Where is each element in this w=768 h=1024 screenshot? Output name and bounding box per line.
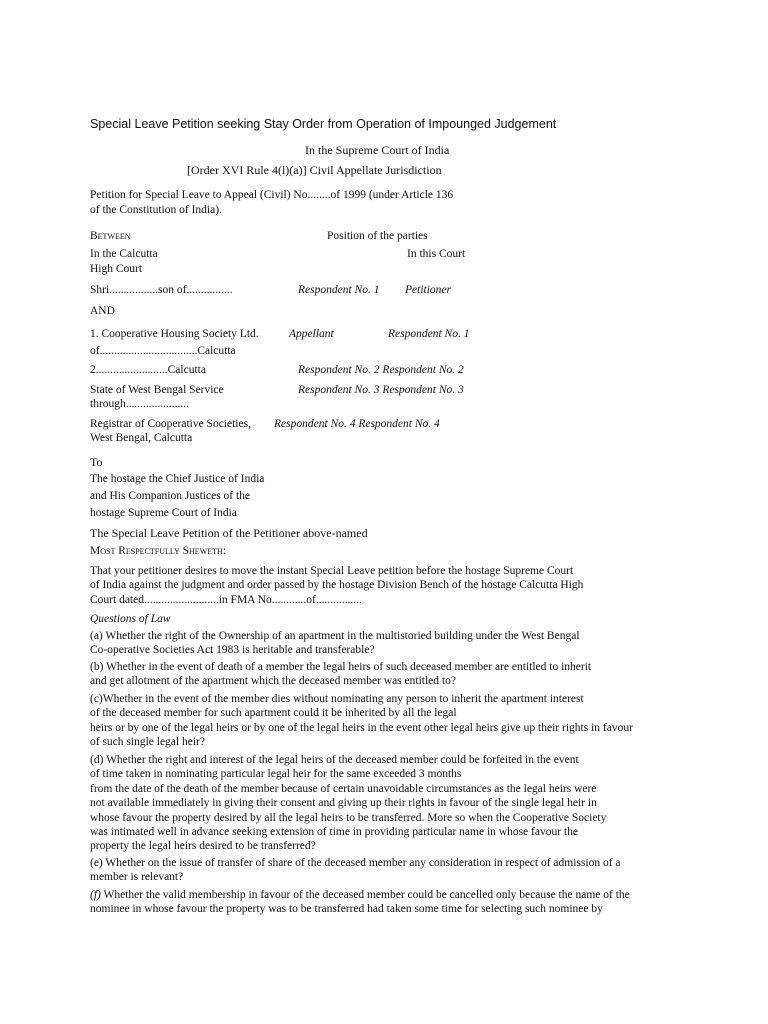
questions-heading: Questions of Law xyxy=(90,613,171,625)
intro-line: Court dated..........................in FMA No............of................ xyxy=(90,593,362,606)
petition-line-2: of the Constitution of India). xyxy=(90,204,222,216)
between-label: Between xyxy=(90,230,131,242)
petition-line-1: Petition for Special Leave to Appeal (Civil) No........of 1999 (under Article 136 xyxy=(90,189,454,201)
party-4-position: Respondent No. 4 Respondent No. 4 xyxy=(274,418,440,430)
addressee-line-1: The hostage the Chief Justice of India xyxy=(90,473,265,485)
question-line: nominee in whose favour the property was to be transferred had taken some time for selecting such nominee by xyxy=(90,903,603,916)
to-label: To xyxy=(90,455,103,469)
addressee-line-2: and His Companion Justices of the xyxy=(90,490,251,502)
position-header: Position of the parties xyxy=(327,230,428,242)
question-line: not available immediately in giving their consent and giving up their rights in favour of the single legal heir in xyxy=(90,797,597,810)
intro-line: of India against the judgment and order passed by the hostage Division Bench of the hostage Calcutta High xyxy=(90,579,584,592)
court-name: In the Supreme Court of India xyxy=(305,143,450,157)
question-b xyxy=(90,660,677,689)
question-line: (b) Whether in the event of death of a member the legal heirs of such deceased member are entitled to inherit xyxy=(90,661,592,673)
question-c xyxy=(90,692,677,750)
party-4-address: West Bengal, Calcutta xyxy=(90,432,193,444)
question-line: of the deceased member for such apartment could it be inherited by all the legal xyxy=(90,707,457,720)
question-line: of time taken in nominating particular legal heir for the same exceeded 3 months xyxy=(90,768,462,781)
in-this-court-label: In this Court xyxy=(407,248,466,260)
jurisdiction-line: [Order XVI Rule 4(l)(a)] Civil Appellate Jurisdiction xyxy=(187,163,442,177)
party-shri-position-1: Respondent No. 1 xyxy=(298,284,380,296)
question-line: heirs or by one of the legal heirs or by one of the legal heirs in the event other legal heirs give up their rights in favour xyxy=(90,721,633,734)
question-line: (d) Whether the right and interest of the legal heirs of the deceased member could be forfeited in the event xyxy=(90,754,579,766)
question-a xyxy=(90,629,677,658)
party-2-name: 2.........................Calcutta xyxy=(90,364,206,376)
party-1-position-1: Appellant xyxy=(289,328,334,340)
high-court-label: High Court xyxy=(90,263,143,275)
party-3-position: Respondent No. 3 Respondent No. 3 xyxy=(298,384,464,396)
question-line: Whether the valid membership in favour of the deceased member could be cancelled only because the name of the xyxy=(100,889,630,901)
question-e xyxy=(90,856,677,885)
intro-paragraph xyxy=(90,564,677,607)
party-3-name: State of West Bengal Service xyxy=(90,384,224,396)
question-line: member is relevant? xyxy=(90,871,184,884)
question-line: property the legal heirs desired to be transferred? xyxy=(90,840,316,853)
addressee-line-3: hostage Supreme Court of India xyxy=(90,507,237,519)
party-2-position: Respondent No. 2 Respondent No. 2 xyxy=(298,364,464,376)
question-line: and get allotment of the apartment which the deceased member was entitled to? xyxy=(90,675,456,688)
party-shri: Shri.................son of................ xyxy=(90,284,233,296)
question-f xyxy=(90,888,677,917)
party-1-address: of..................................Calcutta xyxy=(90,345,236,357)
question-line: (c)Whether in the event of the member dies without nominating any person to inherit the apartment interest xyxy=(90,693,584,705)
question-line: whose favour the property desired by all the legal heirs to be transferred. More so when the Cooperative Society xyxy=(90,811,607,824)
question-line: (e) Whether on the issue of transfer of share of the deceased member any consideration in respect of admission of a xyxy=(90,857,621,869)
intro-line: That your petitioner desires to move the instant Special Leave petition before the hostage Supreme Court xyxy=(90,565,574,577)
party-4-name: Registrar of Cooperative Societies, xyxy=(90,418,251,430)
party-1-name: 1. Cooperative Housing Society Ltd. xyxy=(90,328,259,340)
question-line: (a) Whether the right of the Ownership of an apartment in the multistoried building under the West Bengal xyxy=(90,630,580,642)
question-line: was intimated well in advance seeking extension of time in providing particular name in whose favour the xyxy=(90,826,578,839)
question-line: from the date of the death of the member because of certain unavoidable circumstances as the legal heirs were xyxy=(90,782,597,795)
and-label: AND xyxy=(90,305,115,317)
sheweth-label: Most Respectfully Sheweth: xyxy=(90,545,226,557)
party-shri-position-2: Petitioner xyxy=(405,284,451,296)
question-f-label: (f) xyxy=(90,889,101,901)
question-line: Co-operative Societies Act 1983 is heritable and transferable? xyxy=(90,644,375,657)
slp-line: The Special Leave Petition of the Petitioner above-named xyxy=(90,526,368,540)
question-d xyxy=(90,753,677,854)
party-1-position-2: Respondent No. 1 xyxy=(388,328,470,340)
document-title: Special Leave Petition seeking Stay Order from Operation of Impounged Judgement xyxy=(90,117,557,131)
question-line: of such single legal heir? xyxy=(90,736,205,749)
in-calcutta-label: In the Calcutta xyxy=(90,248,158,260)
party-3-address: through...................... xyxy=(90,398,190,410)
